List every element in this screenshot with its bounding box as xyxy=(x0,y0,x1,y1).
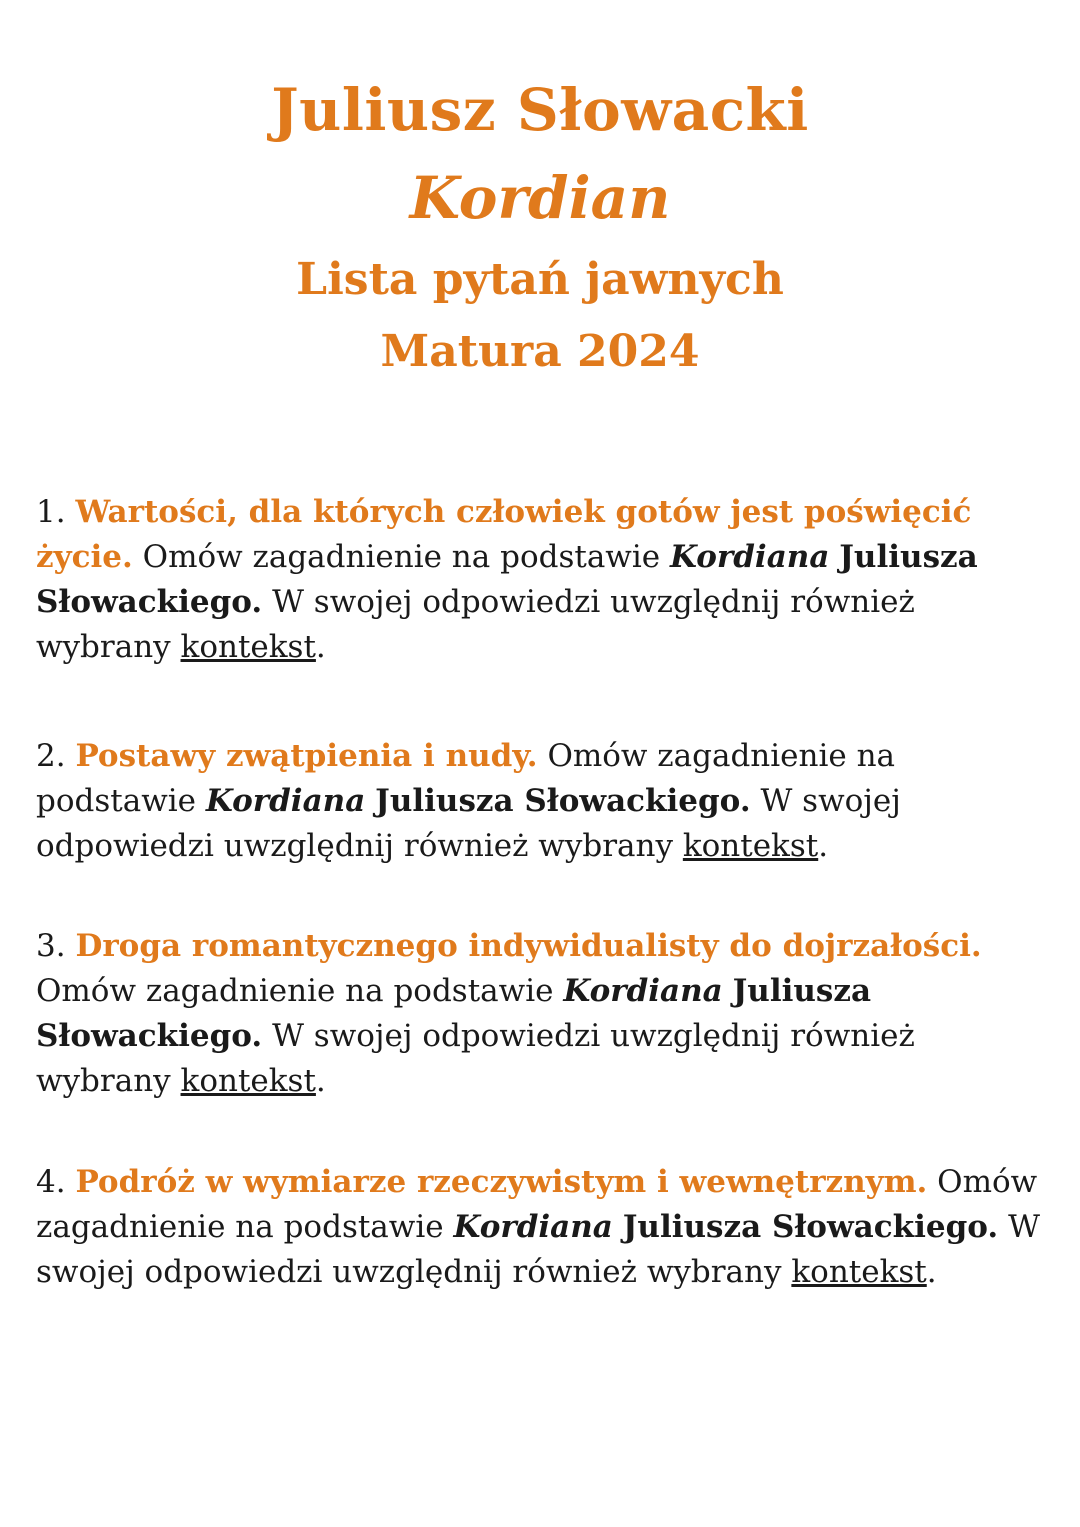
question-topic: Podróż w wymiarze rzeczywistym i wewnętrznym. xyxy=(75,1164,928,1200)
question-tail: W swojej odpowiedzi uwzględnij również wybrany xyxy=(36,1018,915,1099)
context-link[interactable]: kontekst xyxy=(682,828,819,864)
question-item xyxy=(36,734,1046,869)
question-topic: Postawy zwątpienia i nudy. xyxy=(75,738,538,774)
question-end: . xyxy=(818,828,829,864)
context-link[interactable]: kontekst xyxy=(180,1063,316,1099)
work-title-heading: Kordian xyxy=(409,164,671,232)
question-number: 2. xyxy=(36,738,66,774)
question-tail: W swojej odpowiedzi uwzględnij również wybrany xyxy=(36,783,901,864)
list-title-heading: Lista pytań jawnych xyxy=(296,254,784,305)
question-end: . xyxy=(926,1254,937,1290)
question-item xyxy=(36,490,1046,670)
work-title: Kordiana xyxy=(669,539,830,575)
question-topic: Droga romantycznego indywidualisty do dojrzałości. xyxy=(75,928,982,964)
question-number: 1. xyxy=(36,494,66,530)
question-instruction: Omów zagadnienie na podstawie xyxy=(36,973,554,1009)
author-name: Juliusza Słowackiego. xyxy=(622,1209,999,1245)
question-topic: Wartości, dla których człowiek gotów jest poświęcić życie. xyxy=(36,494,972,575)
context-link[interactable]: kontekst xyxy=(791,1254,927,1290)
question-item xyxy=(36,1160,1046,1295)
question-instruction: Omów zagadnienie na podstawie xyxy=(36,738,896,819)
question-end: . xyxy=(315,1063,326,1099)
question-item xyxy=(36,924,1046,1104)
author-name: Juliusza Słowackiego. xyxy=(36,539,978,620)
author-name: Juliusza Słowackiego. xyxy=(375,783,751,819)
context-link[interactable]: kontekst xyxy=(180,629,316,665)
work-title: Kordiana xyxy=(563,973,723,1009)
question-tail: W swojej odpowiedzi uwzględnij również wybrany xyxy=(36,1209,1040,1290)
work-title: Kordiana xyxy=(453,1209,613,1245)
exam-heading: Matura 2024 xyxy=(380,326,700,377)
author-name: Juliusza Słowackiego. xyxy=(36,973,872,1054)
question-instruction: Omów zagadnienie na podstawie xyxy=(36,1164,1038,1245)
question-number: 4. xyxy=(36,1164,66,1200)
question-number: 3. xyxy=(36,928,66,964)
question-instruction: Omów zagadnienie na podstawie xyxy=(142,539,661,575)
work-title: Kordiana xyxy=(205,783,366,819)
question-tail: W swojej odpowiedzi uwzględnij również wybrany xyxy=(36,584,915,665)
question-end: . xyxy=(315,629,326,665)
author-heading: Juliusz Słowacki xyxy=(271,76,809,144)
